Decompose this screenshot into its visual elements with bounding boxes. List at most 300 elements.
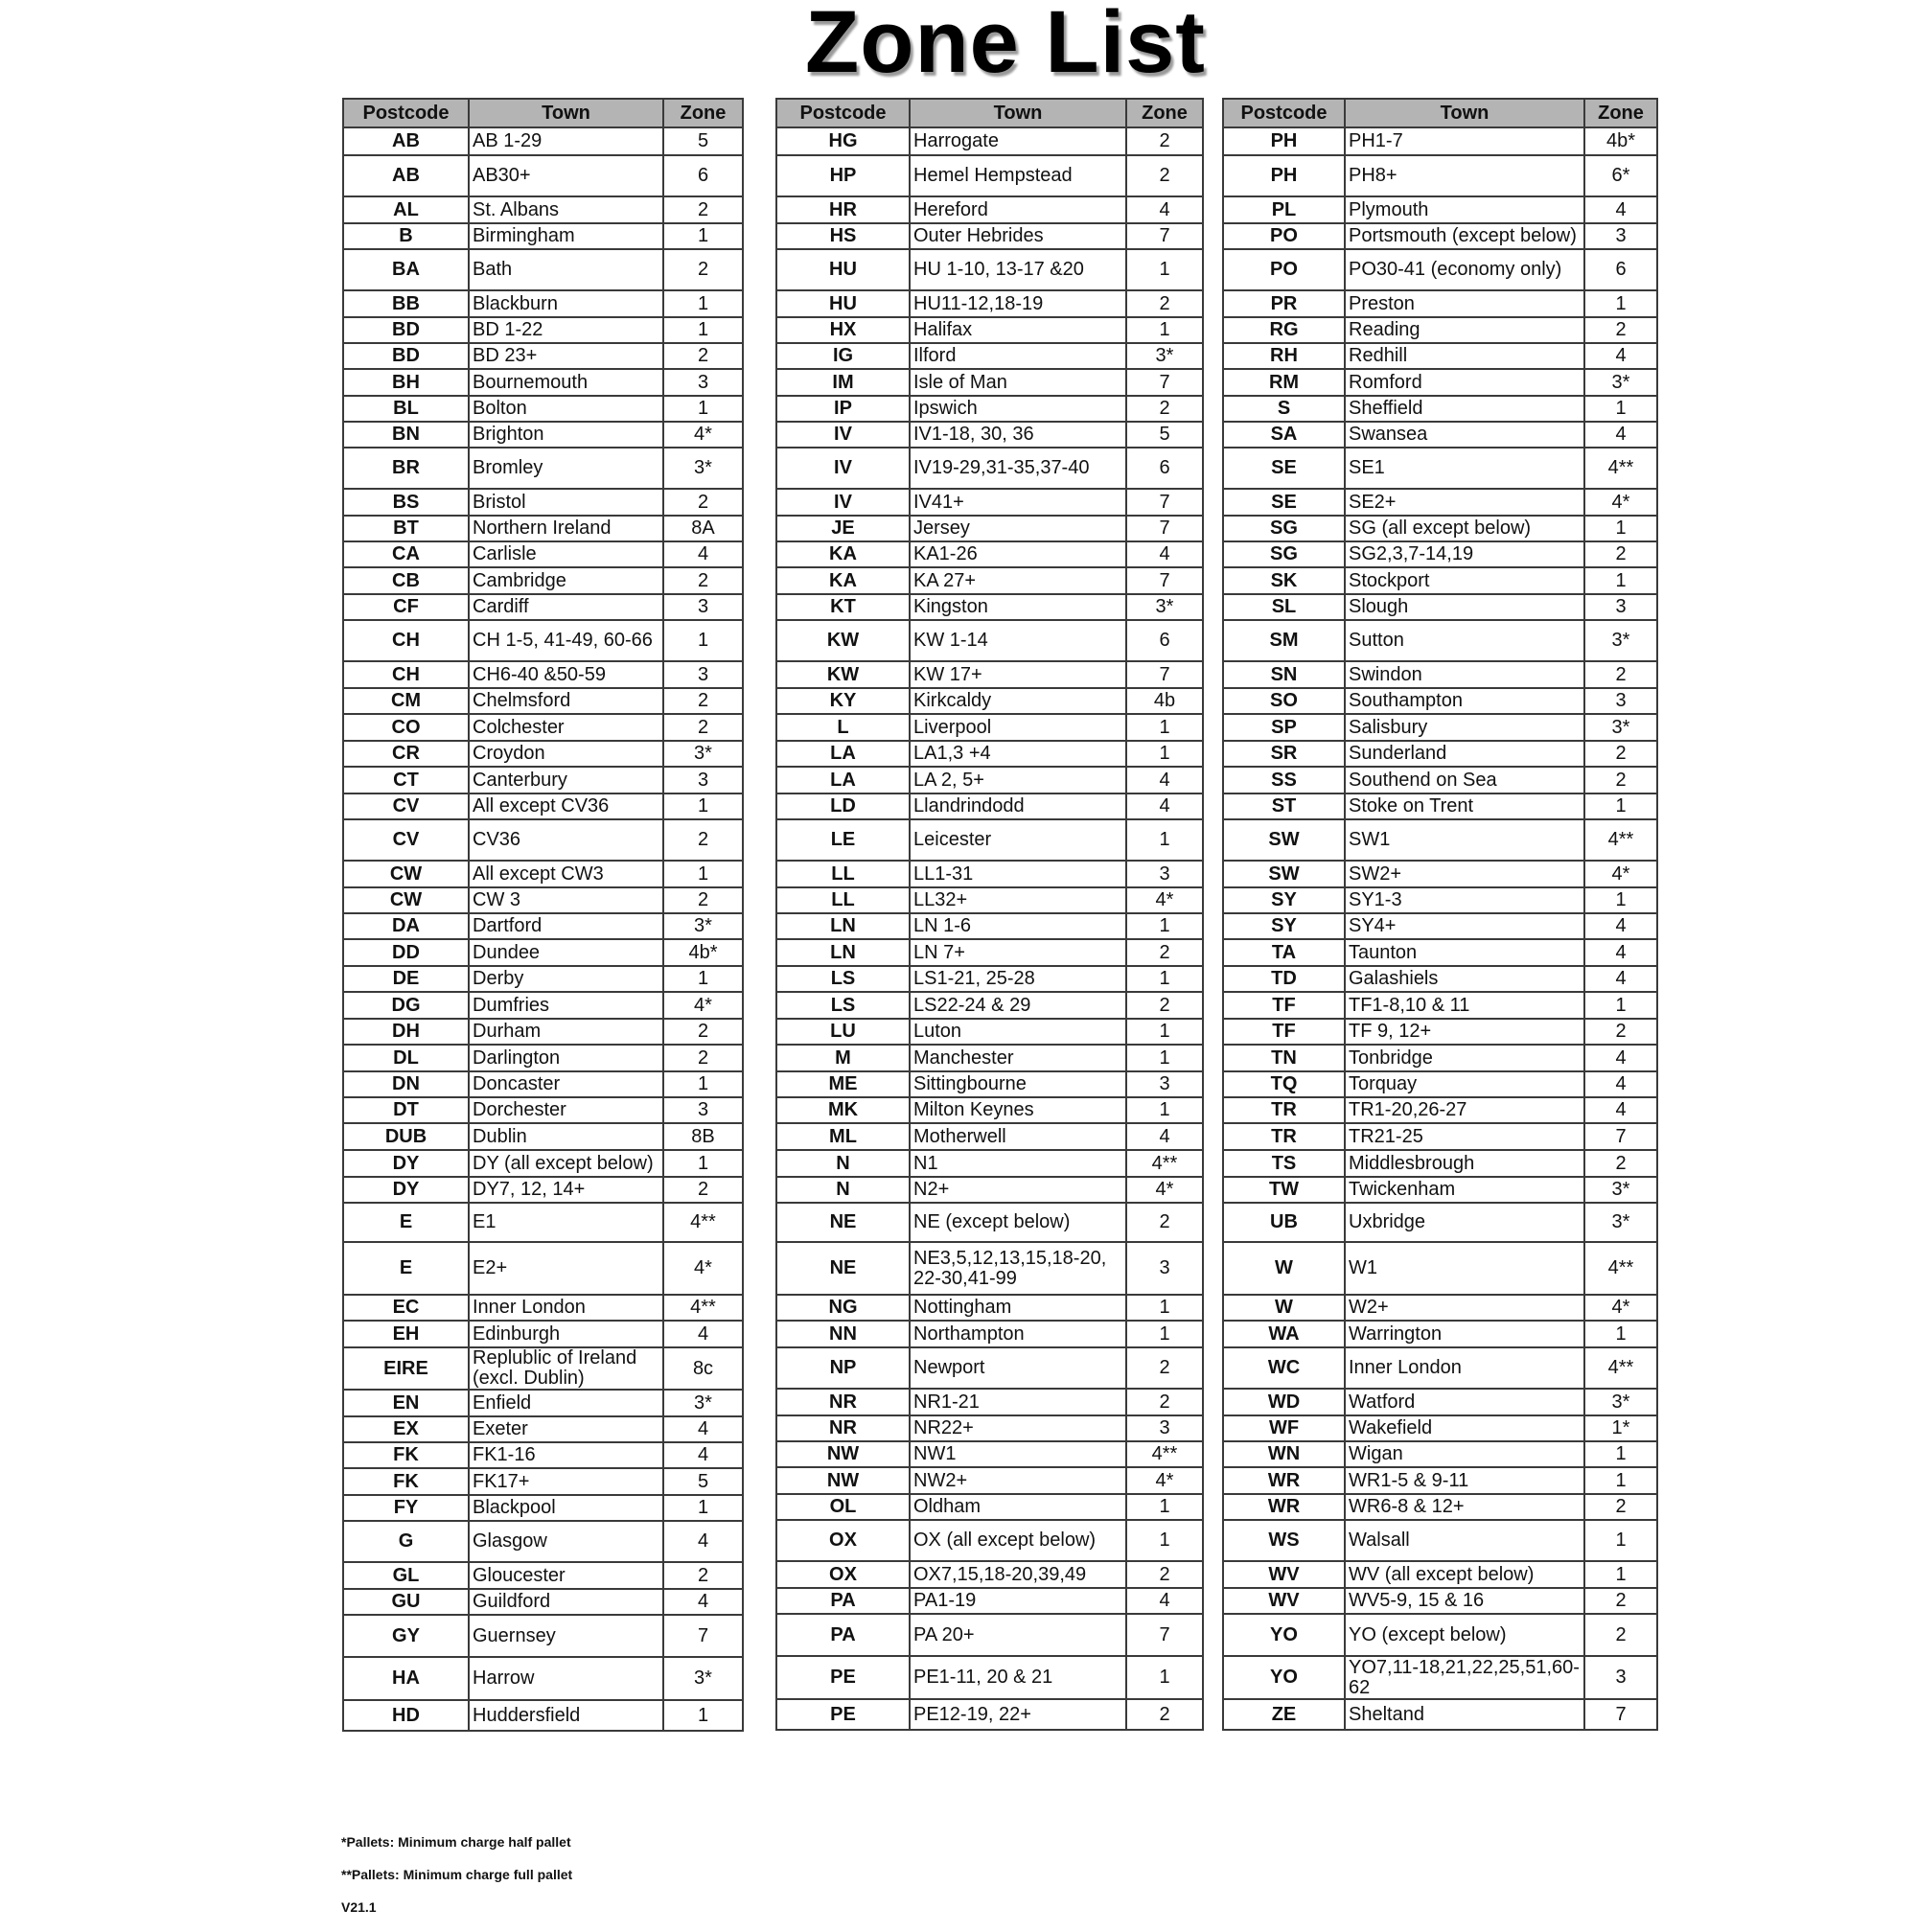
table-row (343, 567, 743, 594)
town-cell: HU 1-10, 13-17 &20 (910, 249, 1126, 290)
town-cell: Watford (1345, 1389, 1584, 1415)
postcode-cell: YO (1223, 1614, 1345, 1656)
zone-cell: 4 (1584, 1071, 1657, 1097)
postcode-cell: BR (343, 448, 469, 489)
table-row (776, 992, 1203, 1019)
postcode-cell: HP (776, 155, 910, 196)
town-cell: SG2,3,7-14,19 (1345, 541, 1584, 567)
table-row (343, 1589, 743, 1615)
table-row (776, 688, 1203, 714)
table-row (776, 1561, 1203, 1588)
town-cell: Hereford (910, 196, 1126, 223)
town-cell: WR6-8 & 12+ (1345, 1494, 1584, 1520)
postcode-cell: LE (776, 819, 910, 861)
zone-cell: 2 (1584, 741, 1657, 767)
footnote-full-pallet: **Pallets: Minimum charge full pallet (341, 1867, 573, 1882)
town-cell: AB 1-29 (469, 127, 663, 155)
postcode-cell: SP (1223, 714, 1345, 741)
table-row (343, 369, 743, 396)
zone-cell: 3* (663, 1390, 743, 1416)
postcode-cell: CH (343, 661, 469, 688)
table-row (776, 396, 1203, 422)
table-row (776, 223, 1203, 249)
zone-cell: 2 (1126, 1347, 1203, 1389)
postcode-cell: LL (776, 887, 910, 913)
table-row (1223, 516, 1657, 541)
town-cell: Inner London (469, 1295, 663, 1321)
town-cell: Sheffield (1345, 396, 1584, 422)
table-row (343, 1495, 743, 1521)
postcode-cell: CB (343, 567, 469, 594)
postcode-cell: PA (776, 1588, 910, 1614)
zone-cell: 1 (663, 794, 743, 819)
table-row (1223, 196, 1657, 223)
zone-cell: 4** (663, 1203, 743, 1242)
table-row (1223, 741, 1657, 767)
zone-cell: 1 (1584, 1520, 1657, 1561)
town-cell: CV36 (469, 819, 663, 861)
table-row (776, 714, 1203, 741)
table-row (1223, 317, 1657, 343)
zone-cell: 3* (1584, 620, 1657, 661)
postcode-cell: NE (776, 1242, 910, 1295)
postcode-cell: WC (1223, 1347, 1345, 1389)
zone-cell: 2 (663, 688, 743, 714)
zone-cell: 4 (663, 541, 743, 567)
postcode-cell: SE (1223, 448, 1345, 489)
postcode-cell: DE (343, 966, 469, 992)
zone-cell: 3 (1126, 1071, 1203, 1097)
zone-cell: 3* (1584, 1177, 1657, 1203)
town-cell: Dublin (469, 1123, 663, 1150)
town-cell: Dumfries (469, 992, 663, 1019)
postcode-cell: GY (343, 1615, 469, 1657)
zone-cell: 4 (1126, 794, 1203, 819)
postcode-cell: TQ (1223, 1071, 1345, 1097)
zone-cell: 2 (663, 1045, 743, 1071)
table-row (1223, 714, 1657, 741)
postcode-cell: JE (776, 516, 910, 541)
town-cell: Cambridge (469, 567, 663, 594)
town-cell: CW 3 (469, 887, 663, 913)
postcode-cell: BL (343, 396, 469, 422)
zone-cell: 2 (663, 343, 743, 369)
table-row (1223, 661, 1657, 688)
zone-cell: 1 (663, 1495, 743, 1521)
table-row (776, 290, 1203, 317)
postcode-cell: DL (343, 1045, 469, 1071)
zone-cell: 7 (1126, 223, 1203, 249)
postcode-cell: TS (1223, 1150, 1345, 1177)
table-row (343, 290, 743, 317)
town-cell: Jersey (910, 516, 1126, 541)
postcode-cell: LA (776, 767, 910, 794)
postcode-cell: SA (1223, 422, 1345, 448)
town-cell: Croydon (469, 741, 663, 767)
town-cell: LL1-31 (910, 861, 1126, 887)
table-row (1223, 1097, 1657, 1123)
postcode-cell: ST (1223, 794, 1345, 819)
postcode-cell: HD (343, 1700, 469, 1731)
postcode-cell: SE (1223, 489, 1345, 516)
zone-cell: 4b* (1584, 127, 1657, 155)
zone-cell: 4b* (663, 939, 743, 966)
postcode-cell: KA (776, 567, 910, 594)
table-row (1223, 1242, 1657, 1295)
postcode-cell: KY (776, 688, 910, 714)
postcode-cell: E (343, 1203, 469, 1242)
table-row (343, 1468, 743, 1495)
town-cell: Ipswich (910, 396, 1126, 422)
postcode-cell: RG (1223, 317, 1345, 343)
zone-cell: 6 (1126, 620, 1203, 661)
table-row (1223, 1467, 1657, 1494)
town-cell: Slough (1345, 594, 1584, 620)
zone-cell: 1 (1126, 317, 1203, 343)
table-row (1223, 1656, 1657, 1699)
postcode-cell: TR (1223, 1097, 1345, 1123)
postcode-cell: LN (776, 939, 910, 966)
zone-cell: 2 (1126, 992, 1203, 1019)
postcode-cell: LL (776, 861, 910, 887)
table-row (343, 343, 743, 369)
table-row (776, 819, 1203, 861)
zone-cell: 3 (663, 661, 743, 688)
zone-cell: 4* (663, 1242, 743, 1295)
table-row (776, 794, 1203, 819)
town-cell: E2+ (469, 1242, 663, 1295)
table-row (1223, 1389, 1657, 1415)
postcode-cell: DN (343, 1071, 469, 1097)
postcode-cell: WN (1223, 1441, 1345, 1467)
table-row (343, 861, 743, 887)
postcode-cell: PR (1223, 290, 1345, 317)
zone-table-body (343, 127, 743, 1731)
postcode-cell: CV (343, 794, 469, 819)
table-row (1223, 1588, 1657, 1614)
town-cell: Motherwell (910, 1123, 1126, 1150)
zone-cell: 3* (663, 741, 743, 767)
zone-cell: 2 (1584, 541, 1657, 567)
town-cell: Llandrindodd (910, 794, 1126, 819)
table-row (1223, 1203, 1657, 1242)
table-row (776, 516, 1203, 541)
zone-cell: 2 (1126, 396, 1203, 422)
zone-cell: 1 (663, 1071, 743, 1097)
table-row (776, 127, 1203, 155)
zone-cell: 1 (1126, 1019, 1203, 1045)
postcode-cell: FY (343, 1495, 469, 1521)
zone-cell: 1 (1584, 290, 1657, 317)
town-cell: PH1-7 (1345, 127, 1584, 155)
table-row (776, 939, 1203, 966)
zone-cell: 4b (1126, 688, 1203, 714)
table-row (343, 819, 743, 861)
postcode-cell: BH (343, 369, 469, 396)
postcode-cell: WV (1223, 1588, 1345, 1614)
postcode-cell: SG (1223, 541, 1345, 567)
postcode-cell: BA (343, 249, 469, 290)
town-cell: W1 (1345, 1242, 1584, 1295)
table-row (776, 1467, 1203, 1494)
table-row (776, 1588, 1203, 1614)
table-row (776, 1520, 1203, 1561)
town-cell: Wakefield (1345, 1415, 1584, 1441)
zone-header: Zone (1126, 99, 1203, 127)
table-row (343, 1521, 743, 1562)
town-cell: Bath (469, 249, 663, 290)
postcode-cell: EC (343, 1295, 469, 1321)
zone-cell: 1 (1584, 1467, 1657, 1494)
town-cell: Preston (1345, 290, 1584, 317)
table-row (776, 913, 1203, 939)
zone-table-1 (342, 98, 744, 1732)
zone-header: Zone (663, 99, 743, 127)
town-cell: PA1-19 (910, 1588, 1126, 1614)
zone-cell: 4 (1584, 422, 1657, 448)
zone-cell: 7 (663, 1615, 743, 1657)
postcode-cell: EH (343, 1321, 469, 1347)
table-row (343, 155, 743, 196)
zone-cell: 2 (1126, 127, 1203, 155)
postcode-cell: IV (776, 422, 910, 448)
postcode-cell: NE (776, 1203, 910, 1242)
postcode-cell: KW (776, 620, 910, 661)
table-row (1223, 913, 1657, 939)
zone-cell: 4 (1126, 1123, 1203, 1150)
zone-cell: 8B (663, 1123, 743, 1150)
postcode-cell: TA (1223, 939, 1345, 966)
town-cell: Swansea (1345, 422, 1584, 448)
zone-cell: 2 (1584, 1614, 1657, 1656)
table-row (1223, 155, 1657, 196)
postcode-cell: CA (343, 541, 469, 567)
zone-cell: 3* (663, 448, 743, 489)
zone-cell: 4 (663, 1416, 743, 1442)
zone-cell: 3 (663, 594, 743, 620)
postcode-cell: TR (1223, 1123, 1345, 1150)
zone-cell: 1 (1126, 1097, 1203, 1123)
postcode-cell: PA (776, 1614, 910, 1656)
postcode-cell: PO (1223, 223, 1345, 249)
zone-cell: 1 (1584, 516, 1657, 541)
zone-cell: 2 (1584, 661, 1657, 688)
postcode-cell: DT (343, 1097, 469, 1123)
zone-cell: 3 (1126, 1415, 1203, 1441)
postcode-cell: NW (776, 1467, 910, 1494)
postcode-cell: BN (343, 422, 469, 448)
town-cell: Manchester (910, 1045, 1126, 1071)
zone-cell: 1 (1584, 887, 1657, 913)
zone-cell: 4 (1584, 966, 1657, 992)
postcode-cell: PH (1223, 127, 1345, 155)
town-cell: Swindon (1345, 661, 1584, 688)
town-cell: Stoke on Trent (1345, 794, 1584, 819)
postcode-cell: DA (343, 913, 469, 939)
zone-cell: 4* (663, 422, 743, 448)
table-row (776, 1203, 1203, 1242)
town-cell: SG (all except below) (1345, 516, 1584, 541)
town-cell: Salisbury (1345, 714, 1584, 741)
zone-cell: 4* (1126, 887, 1203, 913)
postcode-cell: N (776, 1150, 910, 1177)
table-row (1223, 1019, 1657, 1045)
table-row (776, 661, 1203, 688)
zone-cell: 4* (1584, 489, 1657, 516)
table-row (343, 1390, 743, 1416)
table-row (343, 1416, 743, 1442)
town-cell: KW 1-14 (910, 620, 1126, 661)
table-row (343, 1203, 743, 1242)
table-row (1223, 819, 1657, 861)
postcode-cell: M (776, 1045, 910, 1071)
zone-cell: 4** (1126, 1441, 1203, 1467)
town-cell: Bromley (469, 448, 663, 489)
postcode-cell: SL (1223, 594, 1345, 620)
town-cell: Carlisle (469, 541, 663, 567)
postcode-cell: LA (776, 741, 910, 767)
table-row (343, 448, 743, 489)
postcode-cell: EX (343, 1416, 469, 1442)
zone-cell: 4* (663, 992, 743, 1019)
header-row (343, 99, 743, 127)
zone-cell: 1* (1584, 1415, 1657, 1441)
zone-cell: 6 (663, 155, 743, 196)
zone-cell: 3* (1584, 1203, 1657, 1242)
zone-cell: 1 (663, 223, 743, 249)
table-row (1223, 1150, 1657, 1177)
zone-cell: 1 (1126, 913, 1203, 939)
table-row (1223, 594, 1657, 620)
postcode-cell: SW (1223, 861, 1345, 887)
version-label: V21.1 (341, 1899, 377, 1915)
postcode-cell: S (1223, 396, 1345, 422)
table-row (776, 1295, 1203, 1321)
town-cell: Huddersfield (469, 1700, 663, 1731)
postcode-cell: RM (1223, 369, 1345, 396)
postcode-cell: N (776, 1177, 910, 1203)
table-row (776, 966, 1203, 992)
table-row (343, 887, 743, 913)
zone-cell: 3 (1584, 1656, 1657, 1699)
town-cell: Edinburgh (469, 1321, 663, 1347)
postcode-cell: WR (1223, 1467, 1345, 1494)
table-row (776, 1699, 1203, 1730)
zone-cell: 1 (663, 396, 743, 422)
postcode-cell: SR (1223, 741, 1345, 767)
zone-cell: 1 (1584, 1561, 1657, 1588)
zone-cell: 4* (1126, 1467, 1203, 1494)
table-row (776, 1019, 1203, 1045)
town-cell: Harrow (469, 1657, 663, 1700)
town-cell: Harrogate (910, 127, 1126, 155)
town-cell: Ilford (910, 343, 1126, 369)
table-row (343, 1615, 743, 1657)
town-cell: WV (all except below) (1345, 1561, 1584, 1588)
zone-cell: 4** (1584, 819, 1657, 861)
postcode-cell: LN (776, 913, 910, 939)
town-cell: OX7,15,18-20,39,49 (910, 1561, 1126, 1588)
zone-cell: 3 (1584, 688, 1657, 714)
table-row (343, 1045, 743, 1071)
zone-cell: 4* (1584, 1295, 1657, 1321)
town-cell: IV1-18, 30, 36 (910, 422, 1126, 448)
postcode-cell: CM (343, 688, 469, 714)
town-cell: LA 2, 5+ (910, 767, 1126, 794)
table-row (776, 1656, 1203, 1699)
town-cell: Romford (1345, 369, 1584, 396)
town-cell: St. Albans (469, 196, 663, 223)
table-row (343, 594, 743, 620)
town-cell: Galashiels (1345, 966, 1584, 992)
zone-header: Zone (1584, 99, 1657, 127)
postcode-cell: PH (1223, 155, 1345, 196)
table-row (1223, 489, 1657, 516)
town-cell: PA 20+ (910, 1614, 1126, 1656)
town-cell: FK17+ (469, 1468, 663, 1495)
table-row (1223, 290, 1657, 317)
town-cell: TF1-8,10 & 11 (1345, 992, 1584, 1019)
zone-table-2 (775, 98, 1204, 1731)
zone-cell: 4 (1584, 343, 1657, 369)
zone-cell: 1 (663, 290, 743, 317)
table-row (776, 489, 1203, 516)
zone-cell: 3 (1126, 861, 1203, 887)
table-row (776, 1123, 1203, 1150)
town-cell: Cardiff (469, 594, 663, 620)
town-cell: PE12-19, 22+ (910, 1699, 1126, 1730)
zone-cell: 1 (1126, 966, 1203, 992)
header-row (776, 99, 1203, 127)
town-cell: TR1-20,26-27 (1345, 1097, 1584, 1123)
postcode-cell: CF (343, 594, 469, 620)
zone-cell: 4** (1584, 448, 1657, 489)
zone-cell: 4 (1584, 1097, 1657, 1123)
town-cell: Kingston (910, 594, 1126, 620)
zone-cell: 2 (1584, 1494, 1657, 1520)
table-row (776, 422, 1203, 448)
postcode-cell: IV (776, 448, 910, 489)
table-row (776, 887, 1203, 913)
zone-cell: 3* (663, 1657, 743, 1700)
postcode-cell: TW (1223, 1177, 1345, 1203)
town-cell: Dartford (469, 913, 663, 939)
zone-cell: 2 (663, 1562, 743, 1589)
zone-cell: 5 (663, 127, 743, 155)
postcode-cell: EIRE (343, 1347, 469, 1390)
postcode-cell: DD (343, 939, 469, 966)
town-cell: NW1 (910, 1441, 1126, 1467)
table-row (343, 1097, 743, 1123)
table-row (776, 369, 1203, 396)
zone-cell: 1 (1126, 741, 1203, 767)
postcode-header: Postcode (1223, 99, 1345, 127)
postcode-cell: EN (343, 1390, 469, 1416)
town-cell: WR1-5 & 9-11 (1345, 1467, 1584, 1494)
postcode-cell: CO (343, 714, 469, 741)
zone-cell: 7 (1126, 567, 1203, 594)
table-row (776, 1415, 1203, 1441)
zone-cell: 1 (1126, 1520, 1203, 1561)
zone-cell: 6 (1126, 448, 1203, 489)
town-cell: Darlington (469, 1045, 663, 1071)
table-row (776, 1441, 1203, 1467)
zone-cell: 4* (1126, 1177, 1203, 1203)
table-row (1223, 1699, 1657, 1730)
town-cell: IV41+ (910, 489, 1126, 516)
postcode-cell: GL (343, 1562, 469, 1589)
town-cell: Northampton (910, 1321, 1126, 1347)
